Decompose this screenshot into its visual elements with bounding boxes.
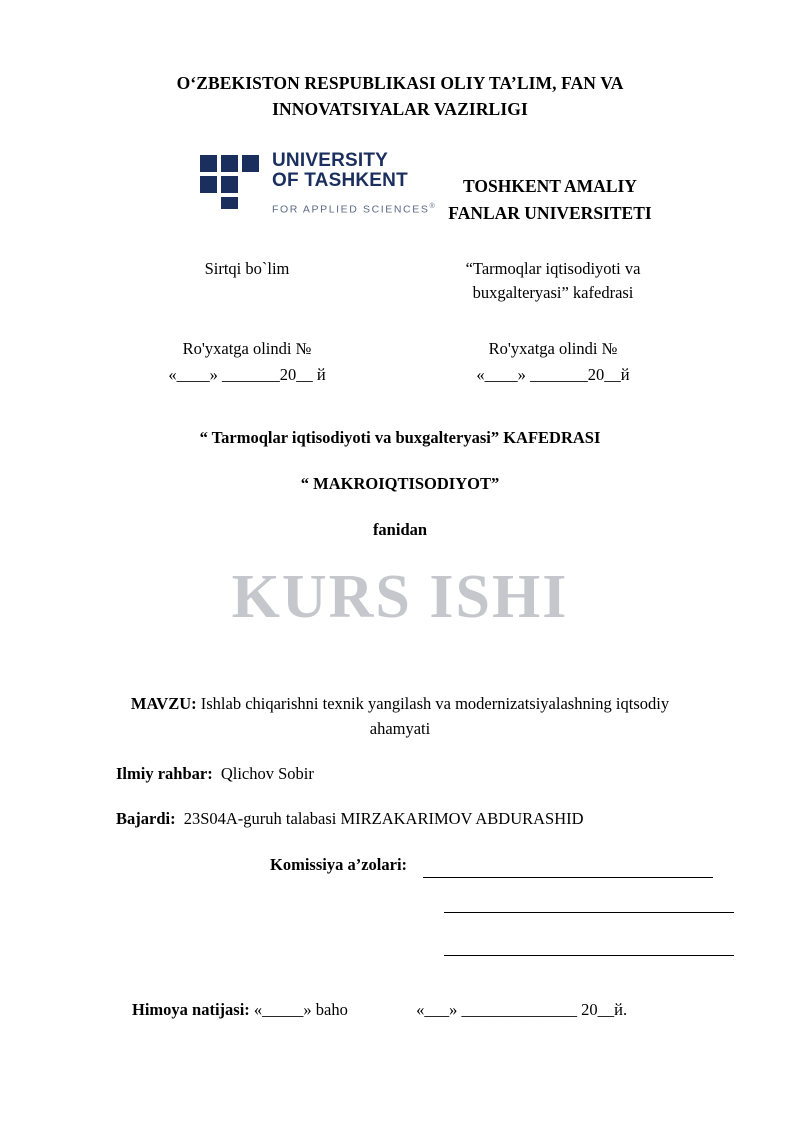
- left-registration-date: «____» _______20__ й: [168, 364, 326, 384]
- commission-signature-line-1: [423, 860, 713, 878]
- topic-value: Ishlab chiqarishni texnik yangilash va modernizatsiyalashning iqtsodiy ahamyati: [200, 694, 670, 739]
- registration-date-row: [64, 363, 736, 387]
- student-value: 23S04A-guruh talabasi MIRZAKARIMOV ABDURASHID: [183, 808, 584, 828]
- student-row: [64, 807, 736, 832]
- work-type-title: KURS ISHI: [231, 563, 569, 632]
- defense-result-grade: «_____» baho: [253, 999, 348, 1019]
- right-department: [403, 257, 703, 305]
- commission-line-row-2: [64, 895, 736, 921]
- details-section: [64, 692, 736, 1022]
- registration-row: [64, 337, 736, 361]
- ministry-line-1: O‘ZBEKISTON RESPUBLIKASI OLIY TA’LIM, FAN VA: [176, 73, 624, 93]
- commission-label: Komissiya a’zolari:: [270, 855, 408, 875]
- logo-and-university-row: [64, 151, 736, 227]
- commission-signature-line-3: [444, 938, 734, 956]
- kafedra-title: “ Tarmoqlar iqtisodiyoti va buxgalteryasi” KAFEDRASI: [199, 428, 601, 448]
- right-department-line-1: “Tarmoqlar iqtisodiyoti va: [465, 258, 641, 278]
- department-row: [64, 257, 736, 305]
- right-department-line-2: buxgalteryasi” kafedrasi: [472, 282, 634, 302]
- logo-line-2: OF TASHKENT: [272, 170, 408, 192]
- topic-row: [64, 692, 736, 742]
- defense-result-label: Himoya natijasi:: [132, 999, 250, 1019]
- university-name-line-1: TOSHKENT AMALIY: [463, 175, 637, 196]
- defense-result-date: «___» ______________ 20__й.: [416, 999, 628, 1019]
- commission-row: [64, 853, 736, 878]
- subject-title: “ MAKROIQTISODIYOT”: [300, 474, 500, 494]
- commission-signature-line-2: [444, 895, 734, 913]
- left-registration-label: Ro'yxatga olindi №: [182, 338, 312, 358]
- logo-line-1: UNIVERSITY: [272, 149, 389, 171]
- logo-squares-icon: [200, 155, 262, 217]
- right-registration-date: «____» _______20__й: [476, 364, 630, 384]
- topic-label: MAVZU:: [130, 694, 197, 714]
- right-registration-label: Ro'yxatga olindi №: [488, 338, 618, 358]
- supervisor-label: Ilmiy rahbar:: [116, 763, 213, 783]
- ministry-line-2: INNOVATSIYALAR VAZIRLIGI: [272, 99, 528, 120]
- commission-line-row-3: [64, 938, 736, 964]
- defense-result-row: [64, 998, 736, 1023]
- student-label: Bajardi:: [116, 808, 176, 828]
- supervisor-row: [64, 762, 736, 787]
- university-name-line-2: FANLAR UNIVERSITETI: [448, 202, 652, 223]
- ministry-header: [64, 0, 736, 123]
- supervisor-value: Qlichov Sobir: [220, 763, 314, 783]
- left-department: Sirtqi bo`lim: [204, 258, 290, 278]
- work-header: [64, 428, 736, 540]
- fanidan-label: fanidan: [372, 520, 428, 540]
- university-name: [400, 173, 700, 227]
- university-logo: [100, 149, 437, 217]
- registered-mark-icon: ®: [429, 202, 437, 210]
- logo-tagline: FOR APPLIED SCIENCES: [272, 203, 430, 216]
